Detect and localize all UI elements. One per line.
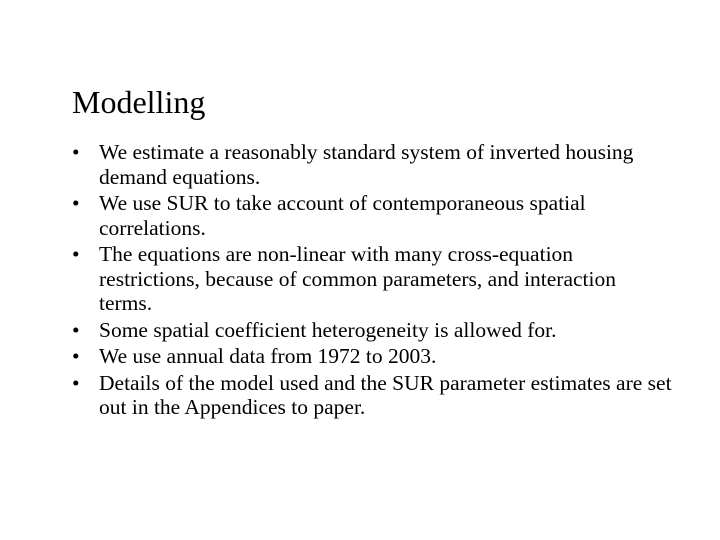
bullet-item — [72, 191, 672, 240]
bullet-item — [72, 344, 672, 369]
bullet-icon: • — [72, 317, 80, 342]
bullet-text: We use annual data from 1972 to 2003. — [99, 344, 437, 368]
bullet-text: We estimate a reasonably standard system of inverted housing demand equations. — [99, 140, 634, 189]
bullet-item — [72, 242, 672, 316]
bullet-text: Details of the model used and the SUR parameter estimates are set out in the Appendices to paper. — [99, 370, 672, 419]
bullet-icon: • — [72, 370, 80, 395]
bullet-list — [72, 140, 672, 422]
bullet-icon: • — [72, 344, 80, 368]
bullet-icon: • — [72, 191, 80, 215]
bullet-icon: • — [72, 140, 80, 164]
bullet-item — [72, 318, 672, 343]
bullet-item — [72, 371, 672, 420]
bullet-text: Some spatial coefficient heterogeneity is allowed for. — [99, 317, 557, 342]
bullet-text: The equations are non-linear with many cross-equation restrictions, because of common parameters, and interaction terms. — [99, 242, 616, 315]
bullet-icon: • — [72, 242, 80, 266]
slide-title: Modelling — [72, 84, 206, 120]
bullet-text: We use SUR to take account of contemporaneous spatial correlations. — [99, 191, 586, 240]
bullet-item — [72, 140, 672, 189]
